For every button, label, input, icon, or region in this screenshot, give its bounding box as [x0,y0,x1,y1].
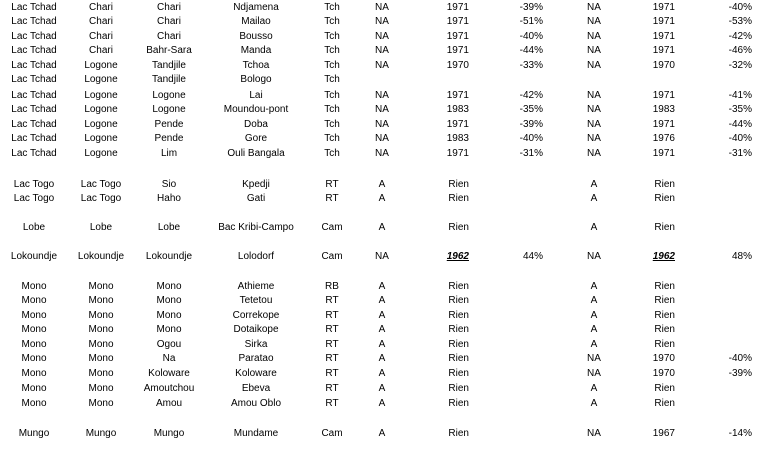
cell-s1: NA [375,119,389,130]
cell-p1: -40% [519,133,543,144]
cell-river: Lokoundje [145,251,193,262]
cell-region: Lac Togo [13,179,55,190]
cell-region: Lobe [22,222,46,233]
cell-s2: NA [587,104,601,115]
cell-country: Cam [321,428,343,439]
cell-basin: Logone [84,104,118,115]
cell-s2: NA [587,31,601,42]
cell-y1: 1962 [446,251,469,262]
cell-region: Lac Tchad [11,119,57,130]
table-row [0,220,769,235]
table-row [0,426,769,441]
cell-p2: -31% [728,148,752,159]
cell-basin: Logone [84,119,118,130]
cell-station: Sirka [244,339,268,350]
cell-y1: Rien [448,398,469,409]
cell-y1: Rien [448,179,469,190]
cell-river: Pende [154,133,184,144]
cell-basin: Mono [88,281,114,292]
cell-station: Koloware [235,368,277,379]
cell-basin: Lac Togo [80,179,122,190]
cell-y1: 1971 [446,119,469,130]
cell-country: Tch [324,133,340,144]
cell-p2: -44% [728,119,752,130]
cell-country: Tch [324,16,340,27]
cell-region: Mono [21,398,47,409]
cell-station: Lolodorf [237,251,275,262]
cell-region: Lac Tchad [11,104,57,115]
cell-s1: NA [375,60,389,71]
cell-station: Bologo [240,74,272,85]
table-row [0,396,769,411]
cell-river: Chari [157,2,181,13]
cell-p2: -32% [728,60,752,71]
cell-country: RT [325,383,339,394]
cell-basin: Logone [84,148,118,159]
cell-s2: A [590,310,598,321]
cell-station: Moundou-pont [223,104,289,115]
cell-s2: NA [587,368,601,379]
cell-region: Mungo [18,428,50,439]
table-row [0,191,769,206]
cell-y1: Rien [448,368,469,379]
cell-region: Lac Tchad [11,133,57,144]
cell-y2: 1971 [652,119,675,130]
table-row [0,146,769,161]
cell-region: Lac Tchad [11,60,57,71]
cell-s1: A [378,368,386,379]
cell-s1: A [378,324,386,335]
cell-s2: A [590,295,598,306]
cell-basin: Logone [84,60,118,71]
cell-river: Mono [156,310,182,321]
cell-y2: Rien [654,383,675,394]
cell-y2: 1970 [652,368,675,379]
cell-region: Lac Togo [13,193,55,204]
table-row [0,0,769,15]
cell-s2: A [590,281,598,292]
cell-station: Kpedji [242,179,270,190]
cell-y2: Rien [654,281,675,292]
cell-region: Lac Tchad [11,2,57,13]
cell-y1: Rien [448,353,469,364]
cell-region: Lac Tchad [11,16,57,27]
cell-basin: Mono [88,339,114,350]
cell-y1: Rien [448,428,469,439]
cell-station: Tetetou [239,295,273,306]
cell-s2: NA [587,353,601,364]
table-row [0,381,769,396]
cell-country: RT [325,353,339,364]
cell-s2: NA [587,90,601,101]
cell-station: Gore [244,133,268,144]
cell-s1: A [378,353,386,364]
cell-station: Ebeva [241,383,271,394]
cell-s1: NA [375,31,389,42]
cell-basin: Chari [89,2,113,13]
table-row [0,131,769,146]
cell-y2: Rien [654,310,675,321]
cell-s1: NA [375,90,389,101]
cell-s1: A [378,179,386,190]
cell-p2: -14% [728,428,752,439]
cell-s2: NA [587,148,601,159]
cell-p2: -41% [728,90,752,101]
cell-station: Bac Kribi-Campo [218,222,294,233]
cell-country: Tch [324,90,340,101]
cell-station: Paratao [238,353,274,364]
cell-y2: 1971 [652,2,675,13]
cell-p1: -51% [519,16,543,27]
cell-region: Lac Tchad [11,31,57,42]
table-row [0,72,769,87]
cell-y1: 1971 [446,148,469,159]
cell-p2: -35% [728,104,752,115]
cell-region: Lac Tchad [11,74,57,85]
cell-s1: NA [375,16,389,27]
cell-country: Tch [324,74,340,85]
table-row [0,29,769,44]
cell-s2: NA [587,133,601,144]
cell-s1: A [378,295,386,306]
cell-y2: 1967 [652,428,675,439]
cell-y2: 1971 [652,45,675,56]
cell-y1: 1970 [446,60,469,71]
cell-p2: -40% [728,133,752,144]
cell-river: Pende [154,119,184,130]
cell-s2: NA [587,2,601,13]
cell-s1: A [378,339,386,350]
cell-country: Tch [324,104,340,115]
cell-s2: NA [587,119,601,130]
table-row [0,14,769,29]
cell-s1: A [378,281,386,292]
cell-river: Haho [157,193,181,204]
cell-s2: A [590,398,598,409]
cell-y1: 1983 [446,104,469,115]
cell-station: Correkope [232,310,280,321]
table-row [0,279,769,294]
cell-y2: 1971 [652,16,675,27]
cell-basin: Mono [88,353,114,364]
cell-p2: -39% [728,368,752,379]
cell-p1: -40% [519,31,543,42]
cell-river: Ogou [156,339,182,350]
cell-s1: A [378,222,386,233]
cell-river: Lobe [157,222,181,233]
cell-river: Bahr-Sara [146,45,192,56]
cell-y1: 1971 [446,31,469,42]
cell-p1: -39% [519,2,543,13]
cell-y1: Rien [448,281,469,292]
cell-river: Mono [156,281,182,292]
cell-river: Tandjile [152,74,186,85]
cell-country: RT [325,310,339,321]
cell-y2: Rien [654,222,675,233]
cell-s2: NA [587,251,601,262]
cell-y1: 1971 [446,45,469,56]
cell-y2: Rien [654,324,675,335]
cell-y1: Rien [448,295,469,306]
cell-s2: A [590,179,598,190]
cell-y2: 1971 [652,148,675,159]
cell-river: Lim [160,148,178,159]
cell-s2: A [590,383,598,394]
cell-s1: A [378,428,386,439]
cell-basin: Logone [84,90,118,101]
table-row [0,249,769,264]
cell-region: Mono [21,281,47,292]
cell-region: Lokoundje [10,251,58,262]
table-row [0,351,769,366]
cell-y1: 1971 [446,2,469,13]
cell-station: Ouli Bangala [227,148,285,159]
cell-country: Tch [324,60,340,71]
cell-s1: A [378,398,386,409]
cell-region: Mono [21,383,47,394]
cell-region: Lac Tchad [11,45,57,56]
cell-station: Manda [240,45,272,56]
cell-y2: 1970 [652,60,675,71]
table-row [0,322,769,337]
cell-country: Tch [324,119,340,130]
cell-country: RT [325,368,339,379]
cell-s1: A [378,310,386,321]
table-row [0,88,769,103]
cell-y2: 1983 [652,104,675,115]
cell-y1: Rien [448,222,469,233]
cell-river: Logone [152,90,186,101]
cell-region: Mono [21,324,47,335]
cell-p1: 44% [522,251,543,262]
cell-y2: 1971 [652,31,675,42]
cell-station: Ndjamena [233,2,279,13]
cell-basin: Mono [88,368,114,379]
cell-s1: NA [375,2,389,13]
cell-y1: Rien [448,339,469,350]
cell-region: Mono [21,295,47,306]
cell-river: Tandjile [152,60,186,71]
cell-river: Chari [157,31,181,42]
cell-country: RT [325,179,339,190]
table-row [0,366,769,381]
cell-y1: Rien [448,310,469,321]
cell-p2: 48% [731,251,752,262]
cell-s2: NA [587,428,601,439]
cell-basin: Mono [88,398,114,409]
cell-basin: Lobe [89,222,113,233]
cell-p2: -46% [728,45,752,56]
cell-s2: NA [587,45,601,56]
cell-y2: Rien [654,339,675,350]
cell-y2: 1962 [652,251,675,262]
cell-p1: -44% [519,45,543,56]
cell-station: Doba [244,119,268,130]
cell-s1: NA [375,148,389,159]
table-row [0,102,769,117]
cell-region: Mono [21,368,47,379]
cell-basin: Chari [89,31,113,42]
cell-region: Mono [21,310,47,321]
table-row [0,293,769,308]
cell-country: RT [325,339,339,350]
cell-basin: Chari [89,16,113,27]
cell-country: Cam [321,222,343,233]
cell-p2: -53% [728,16,752,27]
cell-basin: Mungo [85,428,117,439]
cell-p1: -31% [519,148,543,159]
cell-y2: Rien [654,179,675,190]
cell-s1: A [378,383,386,394]
cell-river: Amoutchou [143,383,195,394]
table-row [0,58,769,73]
cell-river: Na [162,353,176,364]
cell-country: Tch [324,2,340,13]
cell-y1: Rien [448,383,469,394]
cell-region: Lac Tchad [11,148,57,159]
cell-station: Dotaikope [233,324,279,335]
cell-country: RT [325,398,339,409]
cell-p1: -42% [519,90,543,101]
cell-station: Bousso [239,31,273,42]
cell-s2: A [590,193,598,204]
table-row [0,117,769,132]
cell-region: Mono [21,339,47,350]
cell-station: Amou Oblo [230,398,282,409]
cell-station: Mailao [241,16,271,27]
cell-station: Gati [246,193,266,204]
cell-basin: Mono [88,383,114,394]
cell-s1: NA [375,251,389,262]
cell-p1: -39% [519,119,543,130]
cell-basin: Mono [88,310,114,321]
cell-station: Tchoa [242,60,270,71]
cell-y2: Rien [654,295,675,306]
cell-s2: A [590,324,598,335]
cell-s2: NA [587,60,601,71]
cell-s2: A [590,222,598,233]
cell-basin: Mono [88,295,114,306]
cell-p1: -35% [519,104,543,115]
cell-country: Tch [324,31,340,42]
cell-s1: A [378,193,386,204]
cell-y1: Rien [448,324,469,335]
cell-country: RT [325,193,339,204]
cell-river: Koloware [148,368,190,379]
cell-y2: 1970 [652,353,675,364]
cell-y1: 1983 [446,133,469,144]
cell-region: Lac Tchad [11,90,57,101]
cell-p1: -33% [519,60,543,71]
cell-station: Athieme [237,281,275,292]
cell-s1: NA [375,45,389,56]
cell-basin: Lac Togo [80,193,122,204]
cell-p2: -40% [728,353,752,364]
cell-basin: Logone [84,74,118,85]
cell-s2: NA [587,16,601,27]
cell-country: Tch [324,45,340,56]
cell-basin: Mono [88,324,114,335]
cell-y2: Rien [654,193,675,204]
cell-y2: 1971 [652,90,675,101]
cell-p2: -42% [728,31,752,42]
cell-p2: -40% [728,2,752,13]
table-row [0,43,769,58]
cell-country: RT [325,324,339,335]
cell-station: Mundame [233,428,279,439]
cell-river: Chari [157,16,181,27]
cell-s1: NA [375,133,389,144]
cell-river: Sio [161,179,177,190]
cell-river: Logone [152,104,186,115]
cell-country: RB [325,281,339,292]
cell-basin: Lokoundje [77,251,125,262]
table-row [0,337,769,352]
cell-s2: A [590,339,598,350]
cell-station: Lai [249,90,263,101]
cell-country: RT [325,295,339,306]
cell-region: Mono [21,353,47,364]
cell-river: Amou [155,398,183,409]
cell-y1: Rien [448,193,469,204]
cell-y1: 1971 [446,16,469,27]
cell-country: Cam [321,251,343,262]
table-row [0,308,769,323]
cell-basin: Chari [89,45,113,56]
cell-y2: Rien [654,398,675,409]
cell-basin: Logone [84,133,118,144]
cell-s1: NA [375,104,389,115]
cell-river: Mono [156,324,182,335]
cell-y2: 1976 [652,133,675,144]
table-row [0,177,769,192]
cell-y1: 1971 [446,90,469,101]
cell-river: Mono [156,295,182,306]
cell-country: Tch [324,148,340,159]
cell-river: Mungo [153,428,185,439]
